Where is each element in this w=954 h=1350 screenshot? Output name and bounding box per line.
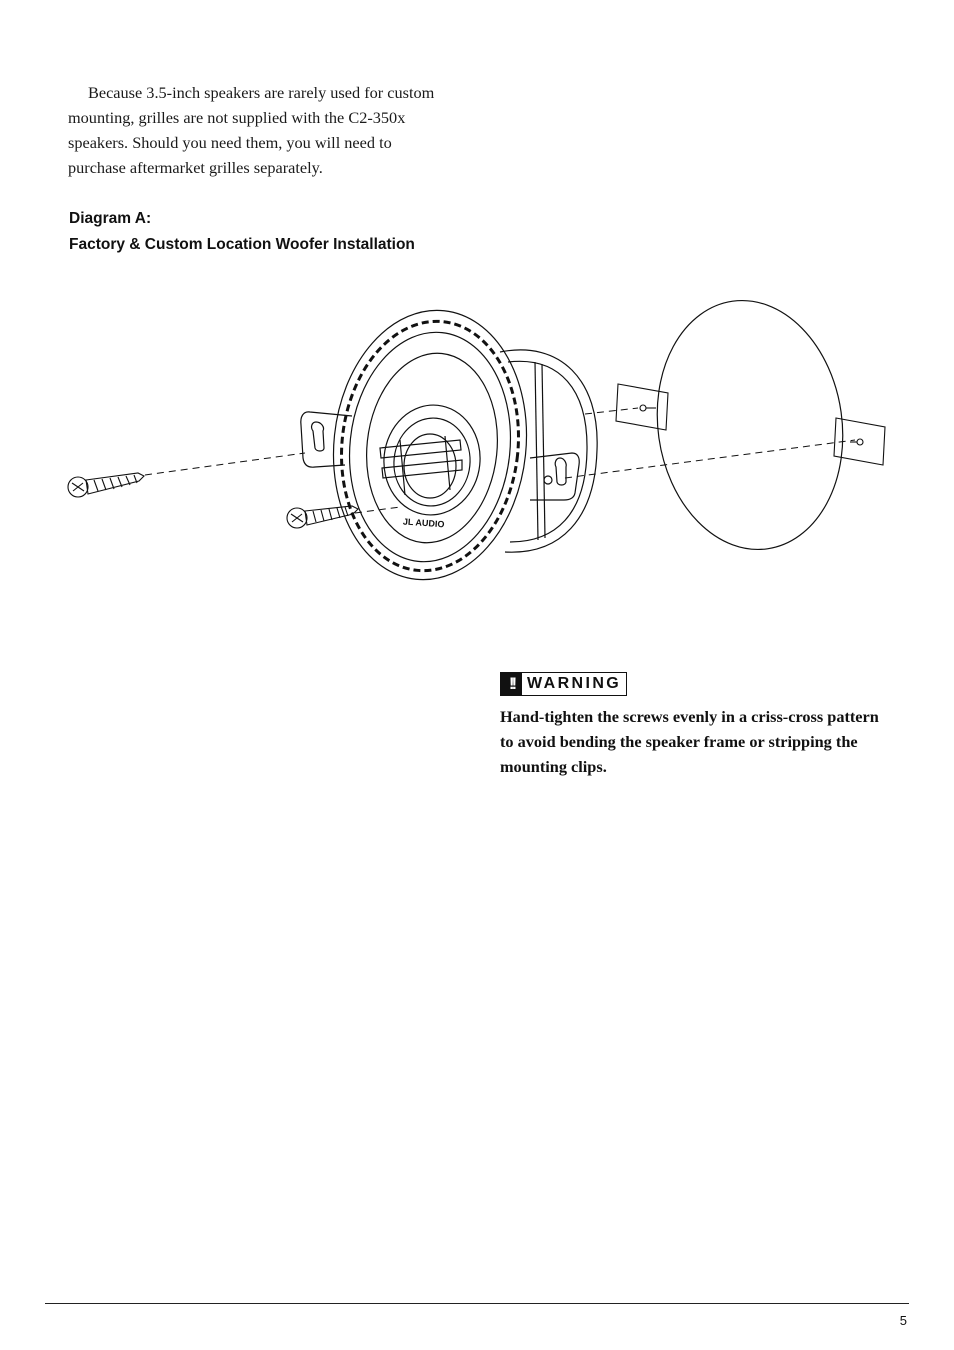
diagram-heading (69, 206, 489, 258)
speaker-basket (500, 350, 597, 552)
page-number: 5 (899, 1313, 907, 1328)
screw (287, 506, 358, 528)
screw (68, 473, 144, 497)
speaker-installation-diagram (60, 290, 900, 620)
warning-badge (500, 672, 627, 696)
diagram-title: Diagram A: (69, 210, 152, 227)
speaker-logo: JL AUDIO (402, 516, 445, 530)
warning-text: Hand-tighten the screws evenly in a criss-cross pattern to avoid bending the speaker frame or stripping the mounting clips. (500, 707, 879, 776)
warning-icon: !! (501, 673, 522, 695)
footer-divider (45, 1303, 909, 1304)
diagram-subtitle: Factory & Custom Location Woofer Installation (69, 236, 415, 253)
warning-label: WARNING (527, 675, 622, 692)
mounting-clip (616, 384, 668, 430)
mounting-panel (641, 290, 858, 562)
speaker-front (320, 301, 539, 590)
intro-paragraph: Because 3.5-inch speakers are rarely used for custom mounting, grilles are not supplied with the C2-350x speakers. Should you need them, you will need to purchase aftermarket grilles separately. (68, 83, 435, 177)
